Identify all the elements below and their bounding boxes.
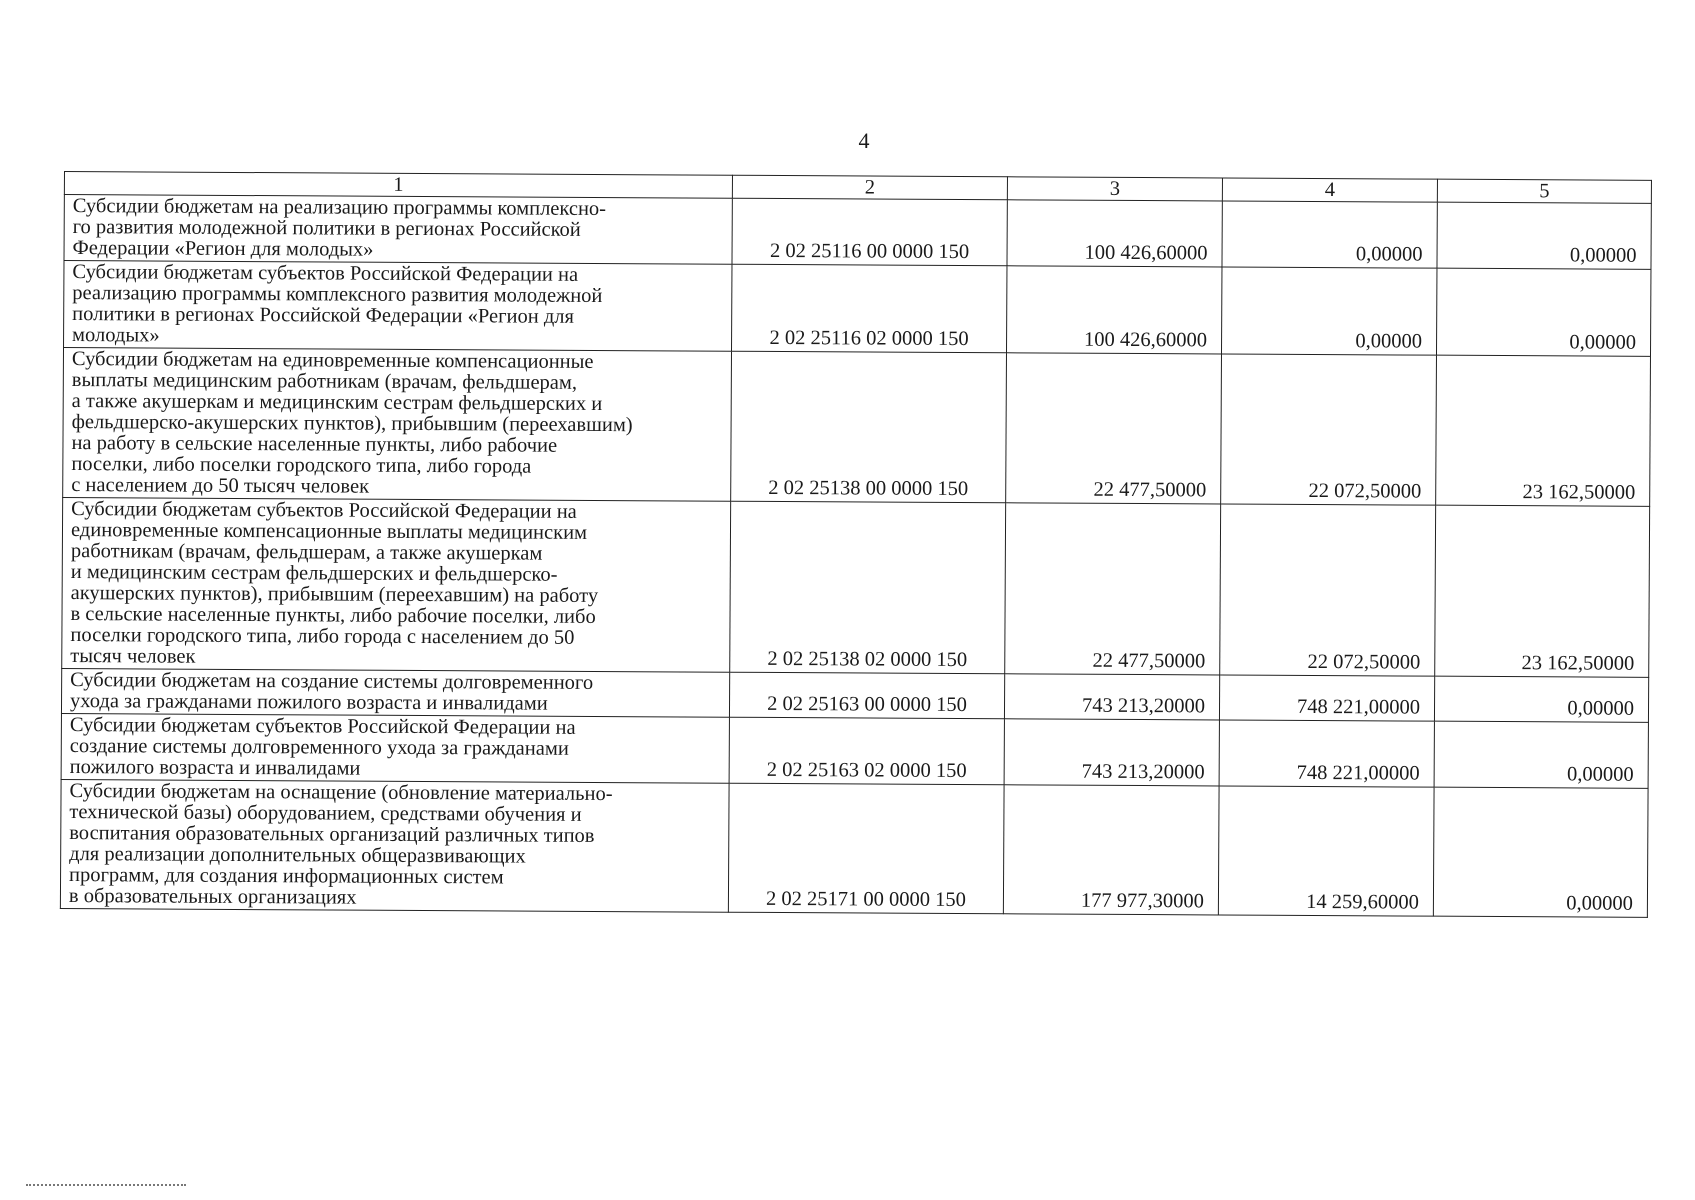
row-amount-col3: 743 213,20000	[1004, 674, 1219, 720]
row-amount-col4: 14 259,60000	[1218, 786, 1434, 916]
row-amount-col4: 748 221,00000	[1219, 720, 1434, 787]
row-budget-code: 2 02 25138 02 0000 150	[730, 501, 1006, 674]
row-amount-col4: 22 072,50000	[1221, 354, 1437, 505]
table-row	[63, 348, 1651, 507]
row-amount-col3: 22 477,50000	[1006, 353, 1222, 504]
table-row	[62, 497, 1650, 677]
budget-table	[60, 171, 1652, 918]
page-number: 4	[858, 128, 870, 153]
row-description: Субсидии бюджетам субъектов Российской Федерации на создание системы долговременного ухода за гражданами пожилого возраста и инвалидами	[61, 713, 729, 783]
row-amount-col4: 22 072,50000	[1220, 504, 1436, 676]
row-amount-col5: 23 162,50000	[1435, 505, 1650, 677]
row-amount-col5: 23 162,50000	[1436, 355, 1651, 506]
row-description: Субсидии бюджетам субъектов Российской Федерации на единовременные компенсационные выплаты медицинским работникам (врачам, фельдшерам, а также акушеркам и медицинским сестрам фельдшерских и фельдшерско- акушерских пунктов), прибывшим (переехавшим) на работу в сельские населенные пункты, либо рабочие поселки, либо поселки городского типа, либо города с населением до 50 тысяч человек	[62, 497, 731, 672]
row-description: Субсидии бюджетам субъектов Российской Федерации на реализацию программы комплексного развития молодежной политики в регионах Российской Федерации «Регион для молодых»	[64, 261, 732, 352]
row-amount-col5: 0,00000	[1437, 202, 1651, 269]
row-budget-code: 2 02 25138 00 0000 150	[731, 351, 1007, 503]
row-amount-col4: 0,00000	[1222, 201, 1437, 268]
row-amount-col5: 0,00000	[1436, 268, 1650, 356]
row-budget-code: 2 02 25171 00 0000 150	[728, 783, 1004, 914]
row-budget-code: 2 02 25116 02 0000 150	[732, 264, 1007, 353]
column-header-3: 3	[1007, 177, 1222, 201]
row-amount-col4: 0,00000	[1221, 267, 1436, 355]
column-header-4: 4	[1222, 178, 1437, 202]
row-amount-col3: 100 426,60000	[1007, 200, 1222, 267]
column-header-5: 5	[1437, 179, 1651, 203]
table-row	[60, 779, 1648, 917]
row-amount-col3: 100 426,60000	[1006, 266, 1221, 354]
row-amount-col3: 743 213,20000	[1004, 719, 1219, 786]
footer-divider	[26, 1184, 186, 1186]
column-header-1: 1	[64, 172, 732, 199]
row-description: Субсидии бюджетам на создание системы долговременного ухода за гражданами пожилого возраста и инвалидами	[61, 668, 729, 717]
row-amount-col3: 177 977,30000	[1003, 785, 1219, 915]
row-budget-code: 2 02 25116 00 0000 150	[732, 198, 1007, 266]
column-header-2: 2	[732, 175, 1007, 200]
row-budget-code: 2 02 25163 02 0000 150	[729, 717, 1004, 785]
table-row	[61, 713, 1648, 788]
table-row	[64, 195, 1651, 270]
row-amount-col5: 0,00000	[1434, 676, 1648, 722]
table-row	[64, 261, 1651, 357]
row-description: Субсидии бюджетам на оснащение (обновление материально- технической базы) оборудованием, средствами обучения и воспитания образовательных организаций различных типов для реализации дополнительных общеразвивающих программ, для создания информационных систем в образовательных организациях	[60, 779, 729, 912]
row-description: Субсидии бюджетам на реализацию программы комплексно- го развития молодежной политики в регионах Российской Федерации «Регион для молодых»	[64, 195, 732, 265]
row-amount-col5: 0,00000	[1434, 721, 1648, 788]
row-amount-col5: 0,00000	[1433, 787, 1648, 917]
row-amount-col3: 22 477,50000	[1005, 503, 1221, 675]
row-budget-code: 2 02 25163 00 0000 150	[729, 672, 1004, 719]
row-amount-col4: 748 221,00000	[1219, 675, 1434, 721]
row-description: Субсидии бюджетам на единовременные компенсационные выплаты медицинским работникам (врачам, фельдшерам, а также акушеркам и медицинским сестрам фельдшерских и фельдшерско-акушерских пунктов), прибывшим (переехавшим) на работу в сельские населенные пункты, либо рабочие поселки, либо поселки городского типа, либо города с населением до 50 тысяч человек	[63, 348, 732, 502]
